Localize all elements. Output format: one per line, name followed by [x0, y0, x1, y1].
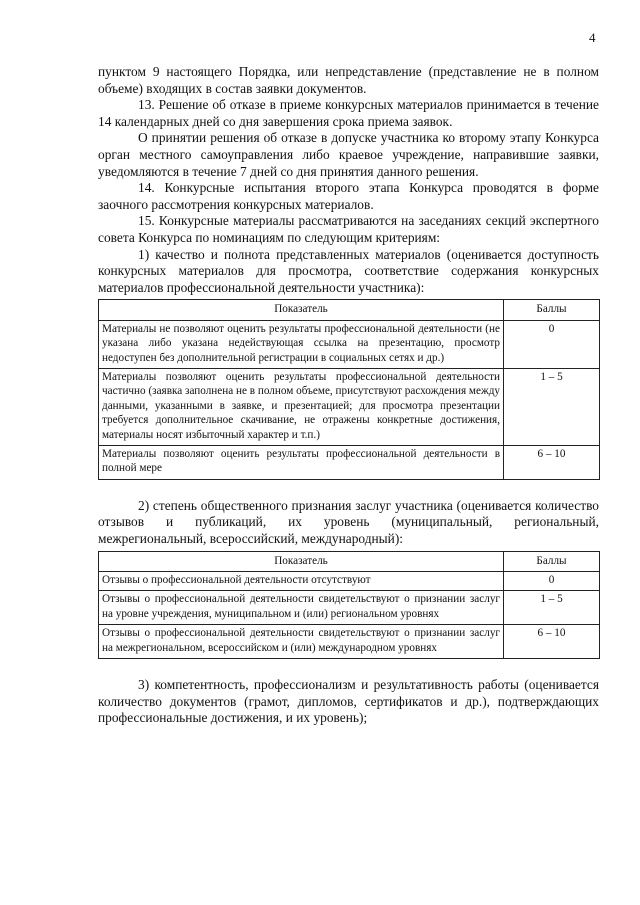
score-cell: 0 [504, 320, 600, 368]
header-indicator: Показатель [99, 300, 504, 320]
indicator-cell: Материалы позволяют оценить результаты профессиональной деятельности частично (заявка заполнена не в полном объеме, присутствуют расхождения между данными, указанными в заявке, и презентацией; для просмотра презентации требуется дополнительное скачивание, не отражены конкретные достижения, материалы носят избыточный характер и т.п.) [99, 368, 504, 445]
criterion-3: 3) компетентность, профессионализм и результативность работы (оценивается количество документов (грамот, дипломов, сертификатов и др.), подтверждающих профессиональные достижения, и их уровень); [98, 677, 599, 726]
criteria-table-2 [98, 551, 600, 659]
paragraph-item-15: 15. Конкурсные материалы рассматриваются на заседаниях секций экспертного совета Конкурса по номинациям по следующим критериям: [98, 213, 599, 245]
table-row [99, 591, 600, 625]
score-cell: 0 [504, 571, 600, 590]
paragraph: пунктом 9 настоящего Порядка, или непредставление (представление не в полном объеме) входящих в состав заявки документов. [98, 64, 599, 96]
header-indicator: Показатель [99, 551, 504, 571]
header-score: Баллы [504, 551, 600, 571]
header-score: Баллы [504, 300, 600, 320]
indicator-cell: Отзывы о профессиональной деятельности свидетельствуют о признании заслуг на уровне учреждения, муниципальном и (или) региональном уровнях [99, 591, 504, 625]
table-row [99, 320, 600, 368]
score-cell: 6 – 10 [504, 625, 600, 659]
table-header-row [99, 551, 600, 571]
table-row [99, 368, 600, 445]
page-number: 4 [589, 30, 596, 45]
paragraph-item-13: 13. Решение об отказе в приеме конкурсных материалов принимается в течение 14 календарных дней со дня завершения срока приема заявок. [98, 97, 599, 129]
score-cell: 1 – 5 [504, 591, 600, 625]
score-cell: 1 – 5 [504, 368, 600, 445]
document-body [98, 64, 599, 727]
table-row [99, 445, 600, 479]
table-row [99, 571, 600, 590]
score-cell: 6 – 10 [504, 445, 600, 479]
criterion-1: 1) качество и полнота представленных материалов (оценивается доступность конкурсных материалов для просмотра, соответствие содержания конкурсных материалов профессиональной деятельности участника): [98, 246, 599, 295]
paragraph: О принятии решения об отказе в допуске участника ко второму этапу Конкурса орган местного самоуправления либо краевое учреждение, направившие заявки, уведомляются в течение 7 дней со дня принятия данного решения. [98, 130, 599, 179]
table-row [99, 625, 600, 659]
criteria-table-1 [98, 299, 600, 479]
criterion-2: 2) степень общественного признания заслуг участника (оценивается количество отзывов и публикаций, их уровень (муниципальный, региональный, межрегиональный, всероссийский, международный): [98, 497, 599, 546]
indicator-cell: Материалы позволяют оценить результаты профессиональной деятельности в полной мере [99, 445, 504, 479]
indicator-cell: Материалы не позволяют оценить результаты профессиональной деятельности (не указана либо указана недействующая ссылка на презентацию, просмотр недоступен без дополнительной регистрации в социальных сетях и др.) [99, 320, 504, 368]
paragraph-item-14: 14. Конкурсные испытания второго этапа Конкурса проводятся в форме заочного рассмотрения конкурсных материалов. [98, 180, 599, 212]
indicator-cell: Отзывы о профессиональной деятельности отсутствуют [99, 571, 504, 590]
indicator-cell: Отзывы о профессиональной деятельности свидетельствуют о признании заслуг на межрегиональном, всероссийском и (или) международном уровнях [99, 625, 504, 659]
table-header-row [99, 300, 600, 320]
